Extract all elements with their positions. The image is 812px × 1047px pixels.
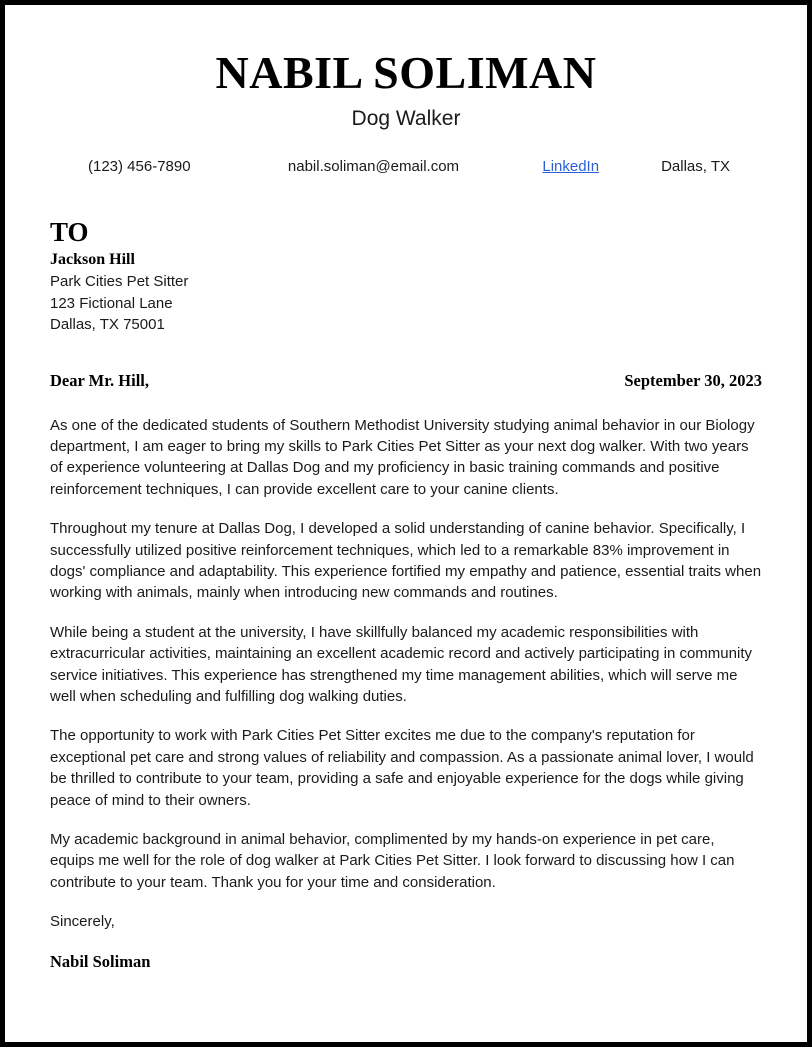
contact-row [50, 157, 762, 177]
contact-linkedin-cell [542, 157, 661, 177]
letter-header [50, 5, 762, 133]
letter-paragraph: While being a student at the university, I have skillfully balanced my academic responsibilities with extracurricular activities, maintaining an excellent academic record and actively participating in community service initiatives. This experience has strengthened my time management abilities, which will serve me well when scheduling and fulfilling dog walking duties. [50, 623, 752, 705]
candidate-name: NABIL SOLIMAN [215, 47, 597, 98]
letter-closing: Sincerely, [50, 913, 115, 931]
recipient-company: Park Cities Pet Sitter [50, 273, 189, 290]
contact-location: Dallas, TX [661, 158, 730, 175]
recipient-street: 123 Fictional Lane [50, 294, 173, 312]
letter-body [50, 415, 762, 973]
contact-phone[interactable]: (123) 456-7890 [88, 158, 191, 175]
letter-paragraph: My academic background in animal behavior, complimented by my hands-on experience in pet care, equips me well for the role of dog walker at Park Cities Pet Sitter. I look forward to discussing how I can contribute to your team. Thank you for your time and consideration. [50, 831, 735, 891]
recipient-block [50, 217, 762, 336]
salutation-date-row [50, 370, 762, 392]
candidate-job-title: Dog Walker [351, 107, 461, 130]
letter-paragraph: As one of the dedicated students of Southern Methodist University studying animal behavior in our Biology department, I am eager to bring my skills to Park Cities Pet Sitter as your next dog walker. With two years of experience volunteering at Dallas Dog and my proficiency in basic training commands and positive reinforcement techniques, I can provide excellent care to your canine clients. [50, 416, 755, 498]
letter-paragraph: The opportunity to work with Park Cities Pet Sitter excites me due to the company's reputation for exceptional pet care and strong values of reliability and compassion. As a passionate animal lover, I would be thrilled to contribute to your team, providing a safe and enjoyable experience for the dogs while giving peace of mind to their owners. [50, 727, 754, 809]
linkedin-link[interactable]: LinkedIn [542, 158, 600, 175]
recipient-heading: TO [50, 217, 89, 247]
letter-date: September 30, 2023 [624, 370, 762, 390]
page-content [5, 5, 807, 1042]
contact-email[interactable]: nabil.soliman@email.com [287, 158, 460, 175]
salutation: Dear Mr. Hill, [50, 370, 149, 390]
signature-name: Nabil Soliman [50, 951, 151, 971]
recipient-name: Jackson Hill [50, 251, 135, 268]
recipient-city-state-zip: Dallas, TX 75001 [50, 316, 165, 333]
letter-paragraph: Throughout my tenure at Dallas Dog, I developed a solid understanding of canine behavior. Specifically, I successfully utilized positive reinforcement techniques, which led to a remarkable 83% improvement in dogs' compliance and adaptability. This experience fortified my empathy and patience, essential traits when working with animals, mainly when introducing new commands and routines. [50, 520, 762, 602]
